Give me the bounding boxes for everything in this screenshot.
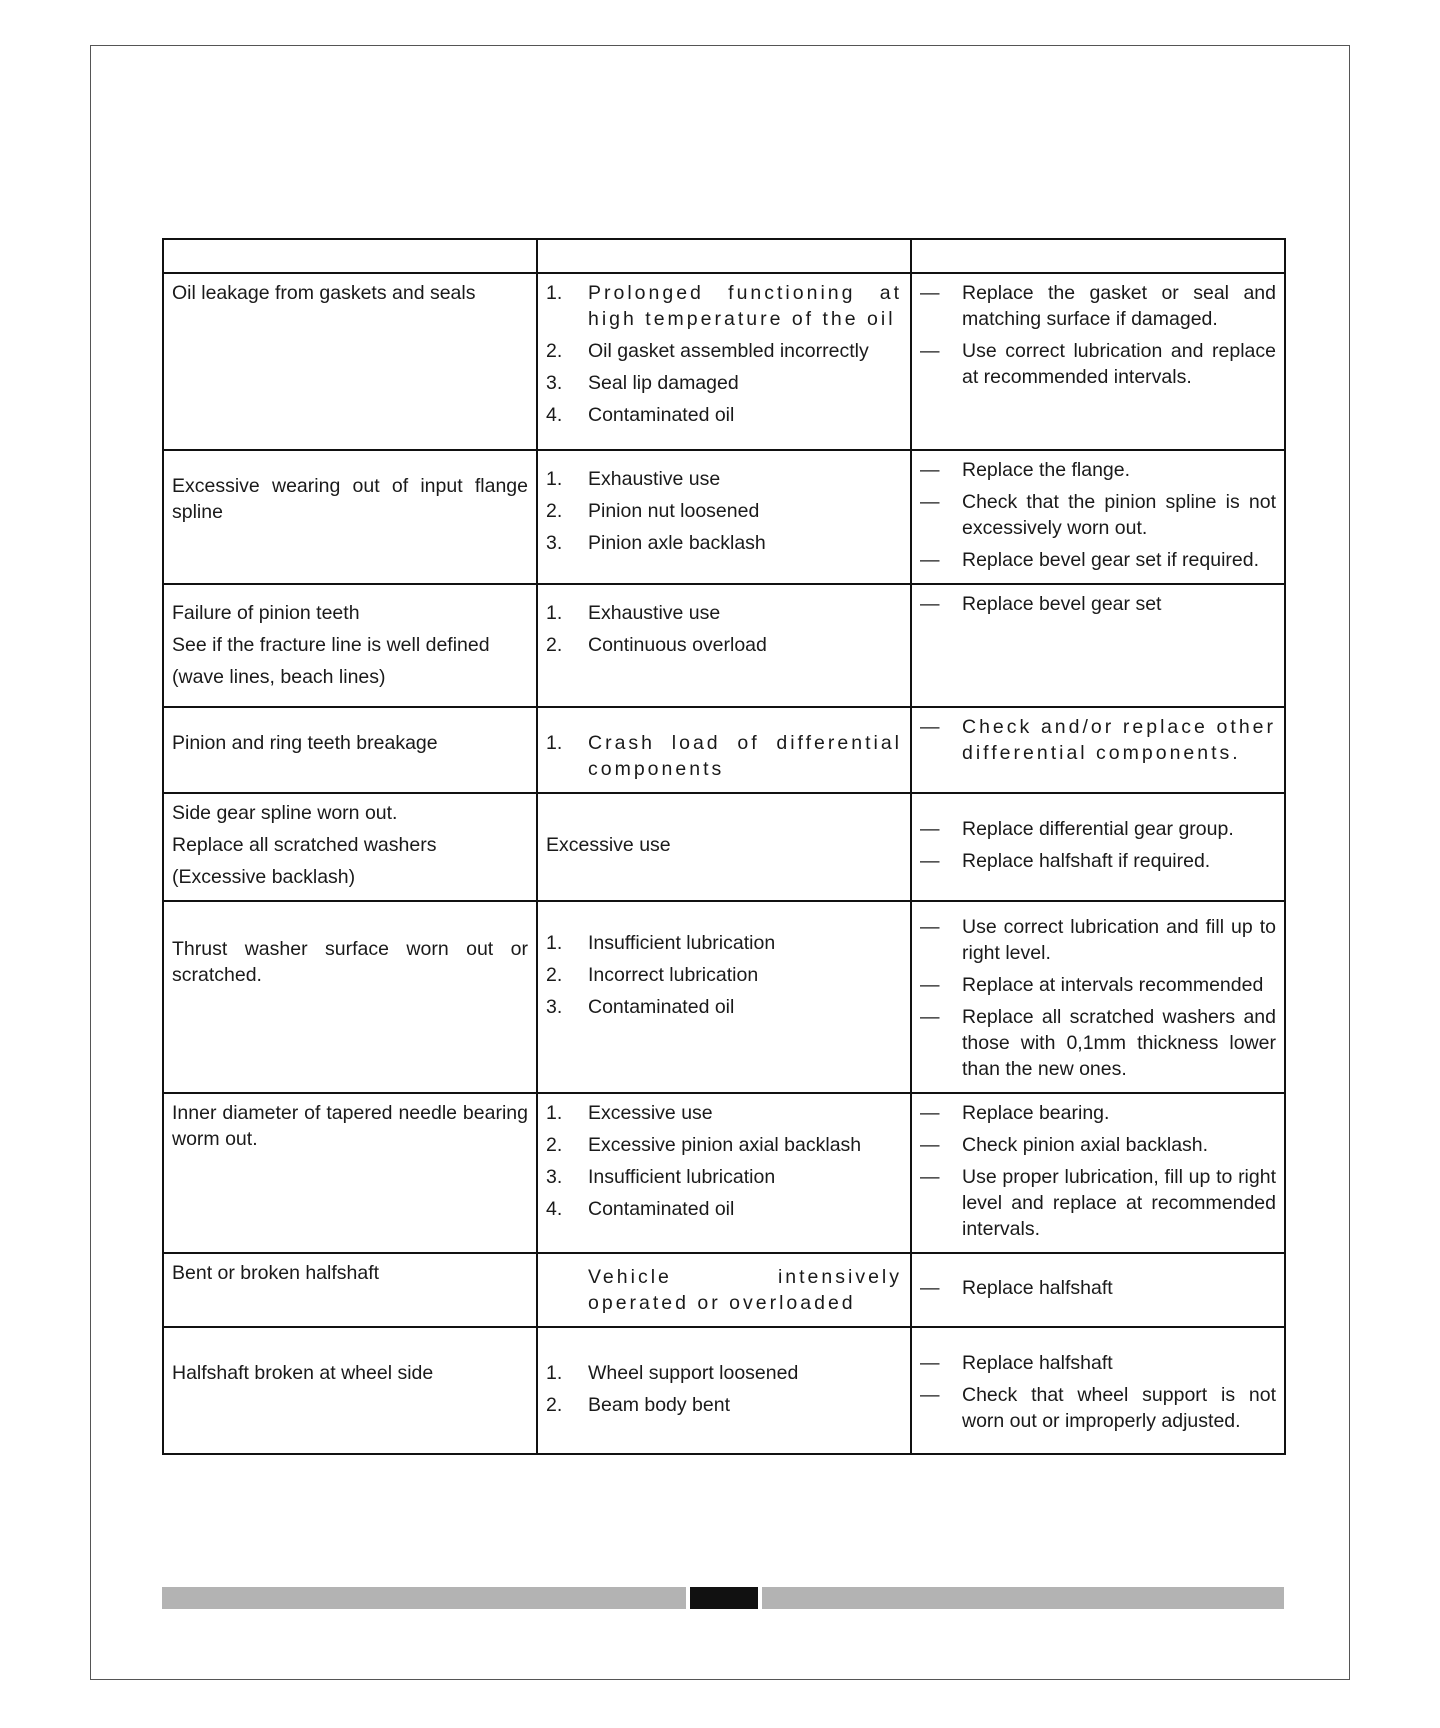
cause-text: Continuous overload bbox=[588, 634, 767, 656]
remedy-text: Check pinion axial backlash. bbox=[962, 1134, 1209, 1156]
cause-number: 1. bbox=[546, 732, 563, 754]
remedy-cell bbox=[911, 273, 1285, 450]
cause-text: Vehicle intensively operated or overloaded bbox=[588, 1266, 902, 1314]
cause-number: 2. bbox=[546, 1394, 563, 1416]
remedy-item bbox=[920, 972, 1276, 998]
cause-number: 3. bbox=[546, 532, 563, 554]
remedy-cell bbox=[911, 793, 1285, 901]
cause-number: 4. bbox=[546, 1198, 563, 1220]
dash-bullet: — bbox=[920, 282, 940, 304]
table-row bbox=[163, 584, 1285, 707]
dash-bullet: — bbox=[920, 916, 940, 938]
cause-cell bbox=[537, 901, 911, 1093]
cause-item bbox=[546, 498, 902, 524]
problem-text: (Excessive backlash) bbox=[172, 866, 356, 888]
remedy-text: Check that wheel support is not worn out or improperly adjusted. bbox=[962, 1384, 1276, 1432]
cause-item bbox=[546, 1196, 902, 1222]
cause-item bbox=[546, 1132, 902, 1158]
remedy-item bbox=[920, 1100, 1276, 1126]
remedy-text: Replace differential gear group. bbox=[962, 818, 1234, 840]
dash-bullet: — bbox=[920, 974, 940, 996]
table-row bbox=[163, 1327, 1285, 1454]
cause-text: Insufficient lubrication bbox=[588, 1166, 776, 1188]
remedy-item bbox=[920, 457, 1276, 483]
cause-item bbox=[546, 1100, 902, 1126]
remedy-text: Check and/or replace other differential components. bbox=[962, 716, 1276, 764]
cause-number: 1. bbox=[546, 932, 563, 954]
cause-text: Contaminated oil bbox=[588, 996, 735, 1018]
remedy-item bbox=[920, 280, 1276, 332]
dash-bullet: — bbox=[920, 593, 940, 615]
remedy-text: Replace halfshaft bbox=[962, 1277, 1113, 1299]
cause-item bbox=[546, 280, 902, 332]
cause-item bbox=[546, 338, 902, 364]
dash-bullet: — bbox=[920, 549, 940, 571]
cause-item bbox=[546, 632, 902, 658]
remedy-text: Replace the flange. bbox=[962, 459, 1131, 481]
remedy-item bbox=[920, 1350, 1276, 1376]
problem-cell bbox=[163, 1093, 537, 1253]
dash-bullet: — bbox=[920, 491, 940, 513]
cause-text: Insufficient lubrication bbox=[588, 932, 776, 954]
problem-text: Failure of pinion teeth bbox=[172, 602, 360, 624]
table-row bbox=[163, 273, 1285, 450]
table-row bbox=[163, 707, 1285, 793]
cause-item bbox=[546, 962, 902, 988]
header-cause bbox=[537, 239, 911, 273]
cause-cell bbox=[537, 1253, 911, 1327]
problem-text: Halfshaft broken at wheel side bbox=[172, 1362, 434, 1384]
cause-cell bbox=[537, 793, 911, 901]
cause-item bbox=[546, 1264, 902, 1316]
dash-bullet: — bbox=[920, 1352, 940, 1374]
cause-number: 2. bbox=[546, 634, 563, 656]
cause-number: 3. bbox=[546, 996, 563, 1018]
footer-bar-right bbox=[762, 1587, 1284, 1609]
cause-number: 1. bbox=[546, 1102, 563, 1124]
remedy-cell bbox=[911, 901, 1285, 1093]
cause-number: 2. bbox=[546, 964, 563, 986]
table-row bbox=[163, 901, 1285, 1093]
problem-text: Side gear spline worn out. bbox=[172, 802, 398, 824]
cause-item bbox=[546, 1360, 902, 1386]
table-row bbox=[163, 1093, 1285, 1253]
remedy-item bbox=[920, 1275, 1276, 1301]
cause-cell bbox=[537, 1093, 911, 1253]
remedy-item bbox=[920, 489, 1276, 541]
remedy-cell bbox=[911, 1327, 1285, 1454]
problem-text: Thrust washer surface worn out or scratched. bbox=[172, 938, 528, 986]
cause-number: 1. bbox=[546, 1362, 563, 1384]
problem-cell bbox=[163, 273, 537, 450]
problem-cell bbox=[163, 707, 537, 793]
remedy-text: Replace halfshaft if required. bbox=[962, 850, 1211, 872]
dash-bullet: — bbox=[920, 1006, 940, 1028]
cause-text: Contaminated oil bbox=[588, 404, 735, 426]
remedy-item bbox=[920, 591, 1276, 617]
dash-bullet: — bbox=[920, 1277, 940, 1299]
problem-cell bbox=[163, 584, 537, 707]
remedy-item bbox=[920, 914, 1276, 966]
cause-text: Excessive use bbox=[588, 1102, 713, 1124]
cause-number bbox=[546, 1264, 588, 1316]
remedy-text: Replace halfshaft bbox=[962, 1352, 1113, 1374]
problem-text: Excessive wearing out of input flange spline bbox=[172, 475, 528, 523]
problem-text: (wave lines, beach lines) bbox=[172, 666, 386, 688]
remedy-cell bbox=[911, 707, 1285, 793]
cause-text: Seal lip damaged bbox=[588, 372, 739, 394]
cause-item bbox=[546, 1392, 902, 1418]
cause-cell bbox=[537, 273, 911, 450]
cause-number: 2. bbox=[546, 1134, 563, 1156]
header-problem bbox=[163, 239, 537, 273]
cause-text: Exhaustive use bbox=[588, 602, 721, 624]
cause-item bbox=[546, 1164, 902, 1190]
remedy-item bbox=[920, 816, 1276, 842]
remedy-text: Replace at intervals recommended bbox=[962, 974, 1264, 996]
table-header-row bbox=[163, 239, 1285, 273]
dash-bullet: — bbox=[920, 1102, 940, 1124]
cause-text: Wheel support loosened bbox=[588, 1362, 799, 1384]
problem-cell bbox=[163, 1327, 537, 1454]
remedy-cell bbox=[911, 1093, 1285, 1253]
cause-cell bbox=[537, 584, 911, 707]
cause-number: 1. bbox=[546, 282, 563, 304]
remedy-item bbox=[920, 1004, 1276, 1082]
problem-text: Bent or broken halfshaft bbox=[172, 1262, 380, 1284]
remedy-text: Replace all scratched washers and those with 0,1mm thickness lower than the new ones. bbox=[962, 1006, 1276, 1080]
cause-text: Crash load of differential components bbox=[588, 732, 902, 780]
cause-text: Incorrect lubrication bbox=[588, 964, 759, 986]
cause-number: 2. bbox=[546, 340, 563, 362]
cause-number: 3. bbox=[546, 1166, 563, 1188]
dash-bullet: — bbox=[920, 1384, 940, 1406]
header-remedy bbox=[911, 239, 1285, 273]
cause-number: 1. bbox=[546, 602, 563, 624]
problem-text: See if the fracture line is well defined bbox=[172, 634, 490, 656]
remedy-cell bbox=[911, 450, 1285, 584]
cause-item bbox=[546, 466, 902, 492]
remedy-text: Replace bevel gear set if required. bbox=[962, 549, 1260, 571]
cause-item bbox=[546, 600, 902, 626]
page-number-marker bbox=[690, 1587, 758, 1609]
problem-cell bbox=[163, 450, 537, 584]
remedy-text: Use correct lubrication and replace at recommended intervals. bbox=[962, 340, 1276, 388]
dash-bullet: — bbox=[920, 459, 940, 481]
cause-item bbox=[546, 994, 902, 1020]
dash-bullet: — bbox=[920, 716, 940, 738]
cause-item bbox=[546, 370, 902, 396]
remedy-text: Replace bearing. bbox=[962, 1102, 1110, 1124]
cause-number: 3. bbox=[546, 372, 563, 394]
cause-item bbox=[546, 730, 902, 782]
cause-item bbox=[546, 530, 902, 556]
troubleshooting-table bbox=[162, 238, 1286, 1455]
remedy-item bbox=[920, 714, 1276, 766]
remedy-item bbox=[920, 1382, 1276, 1434]
remedy-text: Use correct lubrication and fill up to right level. bbox=[962, 916, 1276, 964]
cause-text: Contaminated oil bbox=[588, 1198, 735, 1220]
cause-text: Excessive use bbox=[546, 834, 671, 856]
cause-number: 4. bbox=[546, 404, 563, 426]
remedy-text: Replace the gasket or seal and matching surface if damaged. bbox=[962, 282, 1276, 330]
cause-text: Excessive pinion axial backlash bbox=[588, 1134, 862, 1156]
cause-text: Prolonged functioning at high temperature of the oil bbox=[588, 282, 902, 330]
cause-text: Beam body bent bbox=[588, 1394, 731, 1416]
dash-bullet: — bbox=[920, 850, 940, 872]
table-row bbox=[163, 793, 1285, 901]
remedy-item bbox=[920, 338, 1276, 390]
problem-cell bbox=[163, 793, 537, 901]
remedy-item bbox=[920, 848, 1276, 874]
dash-bullet: — bbox=[920, 1134, 940, 1156]
remedy-item bbox=[920, 1164, 1276, 1242]
cause-cell bbox=[537, 450, 911, 584]
cause-item bbox=[546, 930, 902, 956]
remedy-cell bbox=[911, 584, 1285, 707]
cause-number: 2. bbox=[546, 500, 563, 522]
remedy-text: Use proper lubrication, fill up to right level and replace at recommended intervals. bbox=[962, 1166, 1276, 1240]
footer-bar-left bbox=[162, 1587, 686, 1609]
remedy-text: Replace bevel gear set bbox=[962, 593, 1162, 615]
remedy-cell bbox=[911, 1253, 1285, 1327]
cause-cell bbox=[537, 707, 911, 793]
cause-item bbox=[546, 402, 902, 428]
problem-text: Oil leakage from gaskets and seals bbox=[172, 282, 476, 304]
remedy-item bbox=[920, 547, 1276, 573]
problem-cell bbox=[163, 1253, 537, 1327]
cause-text: Oil gasket assembled incorrectly bbox=[588, 340, 869, 362]
dash-bullet: — bbox=[920, 340, 940, 362]
table-row bbox=[163, 1253, 1285, 1327]
cause-cell bbox=[537, 1327, 911, 1454]
cause-text: Pinion nut loosened bbox=[588, 500, 760, 522]
problem-text: Replace all scratched washers bbox=[172, 834, 437, 856]
dash-bullet: — bbox=[920, 1166, 940, 1188]
cause-text: Pinion axle backlash bbox=[588, 532, 766, 554]
remedy-item bbox=[920, 1132, 1276, 1158]
problem-cell bbox=[163, 901, 537, 1093]
dash-bullet: — bbox=[920, 818, 940, 840]
remedy-text: Check that the pinion spline is not excessively worn out. bbox=[962, 491, 1276, 539]
cause-number: 1. bbox=[546, 468, 563, 490]
problem-text: Inner diameter of tapered needle bearing worm out. bbox=[172, 1102, 528, 1150]
problem-text: Pinion and ring teeth breakage bbox=[172, 732, 438, 754]
table-row bbox=[163, 450, 1285, 584]
cause-text: Exhaustive use bbox=[588, 468, 721, 490]
